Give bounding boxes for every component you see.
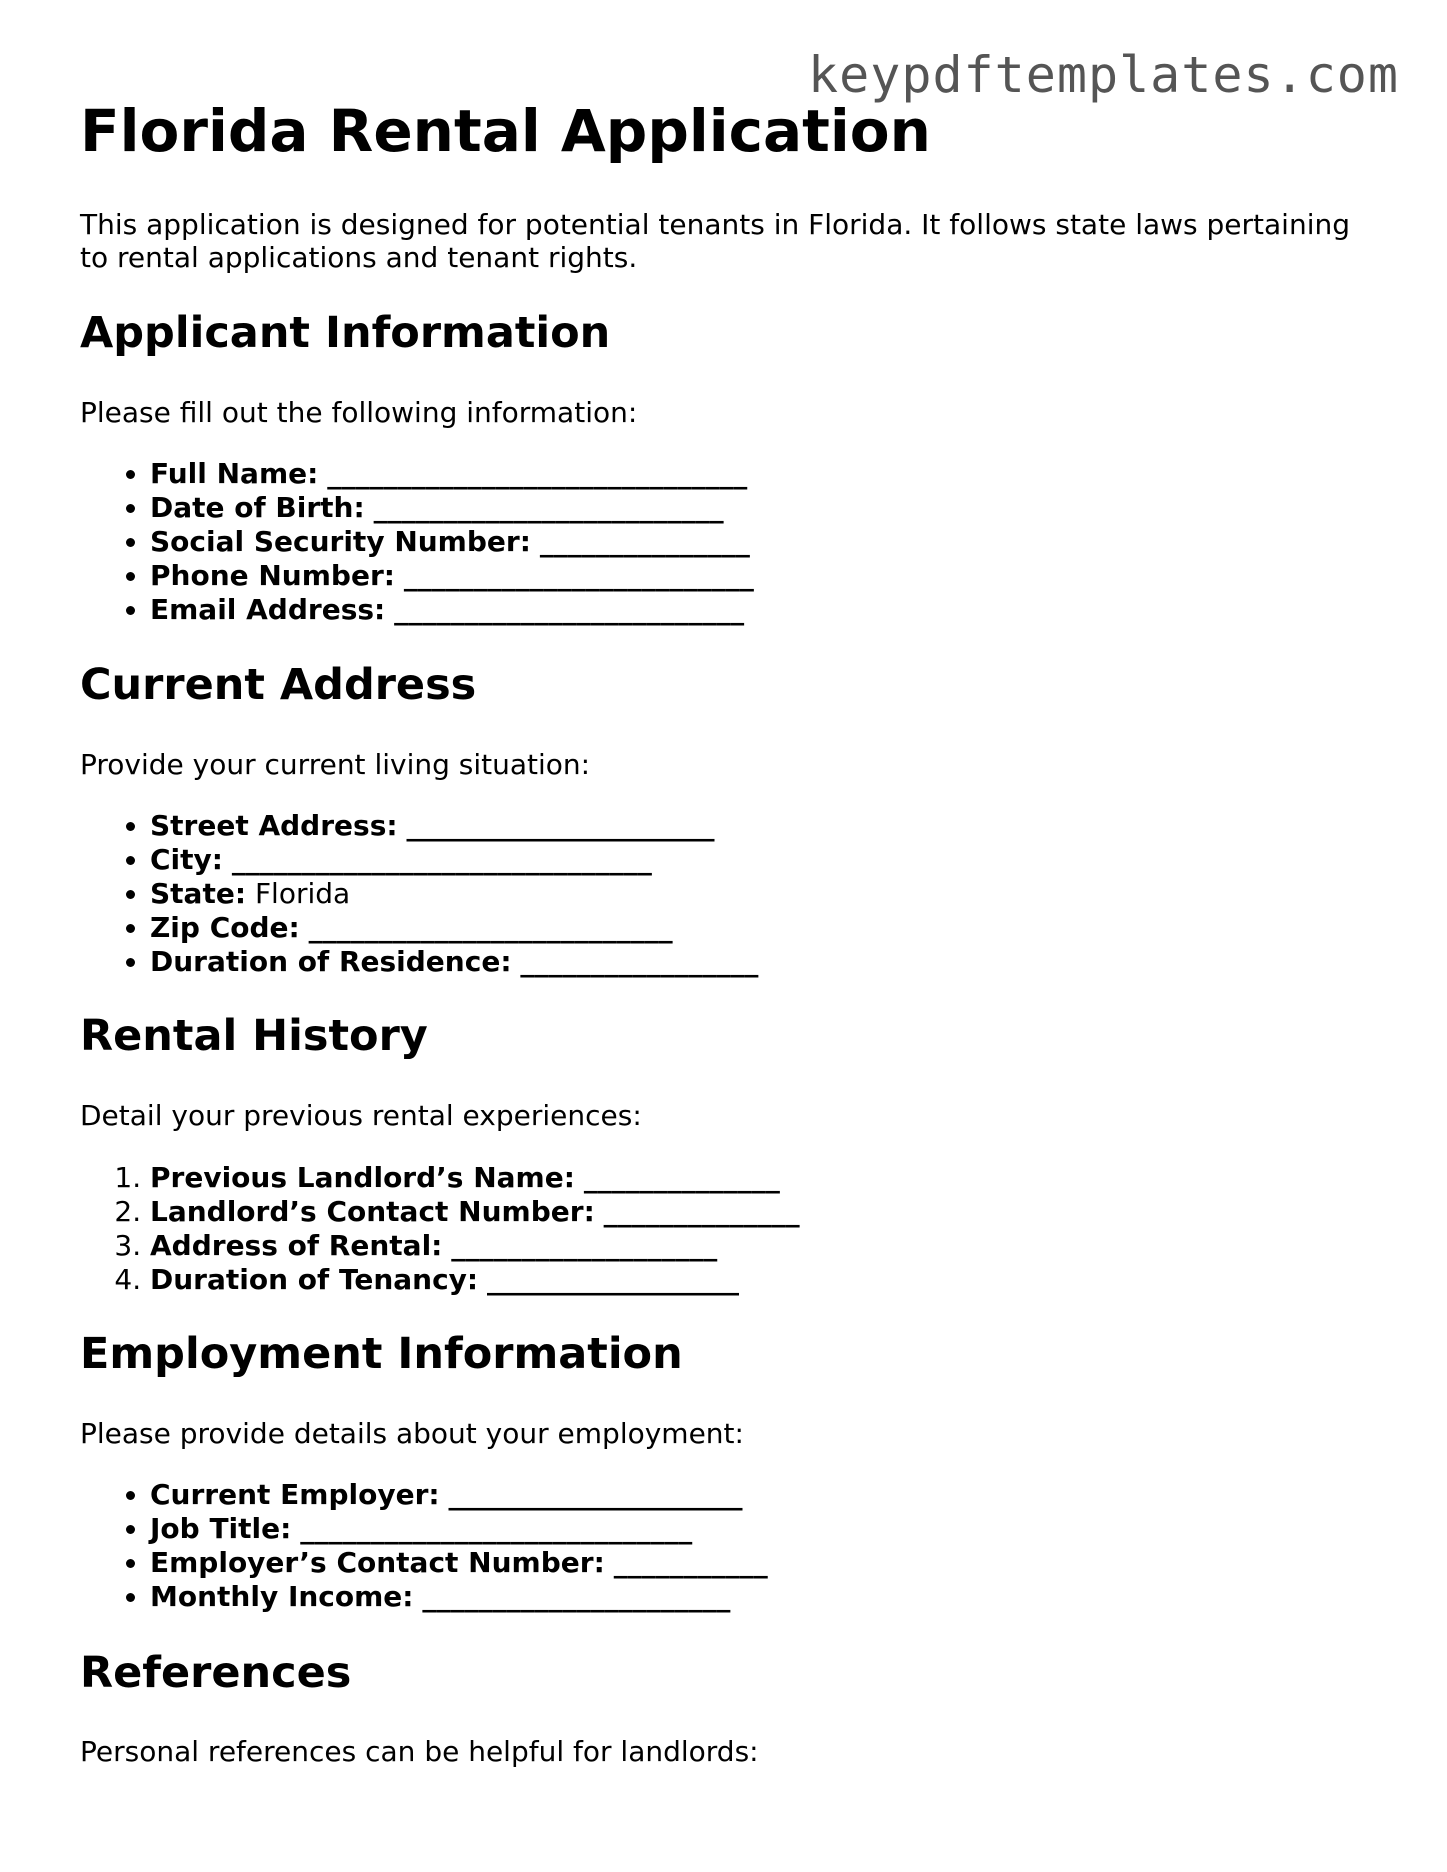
field-label: Monthly Income: (150, 1580, 414, 1613)
current-address-field-list (80, 809, 758, 979)
fill-in-blank[interactable]: ____________________________ (300, 1512, 693, 1545)
section-lead-employment: Please provide details about your employment: (80, 1417, 744, 1450)
field-value: Florida (254, 877, 351, 910)
field-label: Current Employer: (150, 1478, 440, 1511)
list-item (150, 843, 758, 877)
rental-history-field-list (80, 1161, 800, 1297)
field-label: Previous Landlord’s Name: (150, 1161, 575, 1194)
field-label: Street Address: (150, 809, 398, 842)
field-label: Landlord’s Contact Number: (150, 1195, 595, 1228)
section-lead-applicant: Please fill out the following information: (80, 396, 638, 429)
fill-in-blank[interactable]: ______________________ (406, 809, 715, 842)
field-label: State: (150, 877, 247, 910)
list-item (150, 1546, 768, 1580)
employment-field-list (80, 1478, 768, 1614)
list-item (150, 1263, 800, 1297)
field-label: Duration of Tenancy: (150, 1263, 479, 1296)
fill-in-blank[interactable]: _________________________ (403, 559, 754, 592)
section-lead-rental-history: Detail your previous rental experiences: (80, 1099, 642, 1132)
list-item (150, 559, 754, 593)
fill-in-blank[interactable]: ______________ (583, 1161, 780, 1194)
list-item (150, 1161, 800, 1195)
fill-in-blank[interactable]: ______________________ (422, 1580, 731, 1613)
field-label: Job Title: (150, 1512, 292, 1545)
field-label: Phone Number: (150, 559, 395, 592)
applicant-field-list (80, 457, 754, 627)
field-label: Full Name: (150, 457, 319, 490)
fill-in-blank[interactable]: ___________________ (451, 1229, 718, 1262)
section-heading-employment: Employment Information (80, 1329, 683, 1379)
list-item (150, 1195, 800, 1229)
list-item (150, 457, 754, 491)
field-label: Social Security Number: (150, 525, 531, 558)
list-item (150, 945, 758, 979)
field-label: Zip Code: (150, 911, 300, 944)
list-item (150, 1478, 768, 1512)
fill-in-blank[interactable]: __________________ (487, 1263, 740, 1296)
fill-in-blank[interactable]: __________________________ (308, 911, 673, 944)
fill-in-blank[interactable]: ___________ (613, 1546, 768, 1579)
page-title: Florida Rental Application (80, 97, 931, 165)
intro-paragraph: This application is designed for potential tenants in Florida. It follows state laws pertaining to rental applications and tenant rights. (80, 208, 1350, 274)
list-item (150, 491, 754, 525)
list-item (150, 1580, 768, 1614)
field-label: Email Address: (150, 593, 386, 626)
field-label: Duration of Residence: (150, 945, 512, 978)
list-item (150, 877, 758, 911)
fill-in-blank[interactable]: ______________________________ (231, 843, 652, 876)
list-item (150, 1229, 800, 1263)
fill-in-blank[interactable]: ______________ (603, 1195, 800, 1228)
section-heading-current-address: Current Address (80, 660, 477, 710)
list-item (150, 593, 754, 627)
fill-in-blank[interactable]: ______________________________ (327, 457, 748, 490)
section-heading-applicant: Applicant Information (80, 308, 611, 358)
watermark: keypdftemplates.com (808, 46, 1399, 104)
fill-in-blank[interactable]: _________________________ (394, 593, 745, 626)
field-label: City: (150, 843, 223, 876)
list-item (150, 1512, 768, 1546)
list-item (150, 809, 758, 843)
fill-in-blank[interactable]: _________________________ (373, 491, 724, 524)
fill-in-blank[interactable]: _____________________ (448, 1478, 743, 1511)
fill-in-blank[interactable]: _______________ (539, 525, 750, 558)
field-label: Employer’s Contact Number: (150, 1546, 605, 1579)
list-item (150, 525, 754, 559)
section-heading-references: References (80, 1648, 352, 1698)
section-heading-rental-history: Rental History (80, 1011, 428, 1061)
field-label: Address of Rental: (150, 1229, 443, 1262)
section-lead-current-address: Provide your current living situation: (80, 748, 591, 781)
field-label: Date of Birth: (150, 491, 365, 524)
list-item (150, 911, 758, 945)
section-lead-references: Personal references can be helpful for landlords: (80, 1735, 759, 1768)
fill-in-blank[interactable]: _________________ (520, 945, 759, 978)
